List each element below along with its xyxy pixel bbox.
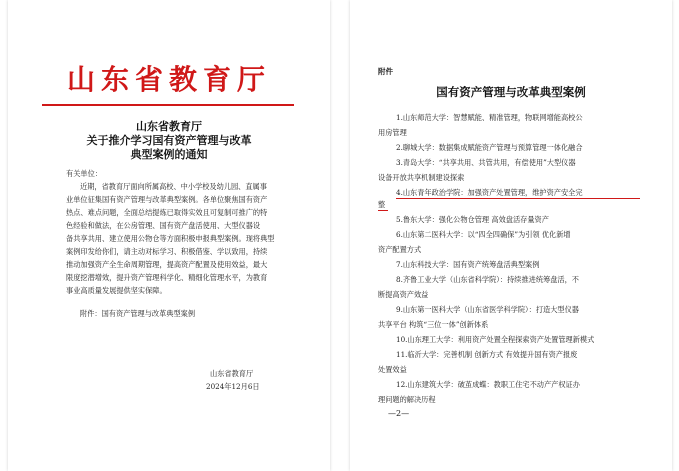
case-line: 1.山东师范大学：智慧赋能、精准管理，物联网增能高校公 [396, 113, 583, 122]
case-line: 12.山东建筑大学：破茧成蝶：教职工住宅不动产产权证办 [396, 380, 580, 389]
notice-title-line-3: 典型案例的通知 [130, 148, 208, 161]
attachment-note: 附件：国有资产管理与改革典型案例 [80, 309, 196, 318]
case-line: 11.临沂大学：完善机制 创新方式 有效提升国有资产报废 [396, 350, 578, 359]
case-line: 断提高资产效益 [378, 290, 429, 299]
attachment-page [350, 0, 672, 471]
body-line: 色经验和做法，在公房管理、国有资产盘活使用、大型仪器设 [66, 221, 261, 230]
attachment-title: 国有资产管理与改革典型案例 [436, 85, 586, 99]
letterhead-title: 山东省教育厅 [66, 63, 271, 96]
case-line: 4.山东青年政治学院：加强资产处置管理，维护资产安全完 [396, 188, 583, 197]
case-line: 8.齐鲁工业大学（山东省科学院）：持续推进统筹盘活，不 [396, 275, 579, 284]
case-line: 2.聊城大学：数据集成赋能资产管理与预算管理一体化融合 [396, 143, 583, 152]
body-line: 案例印发给你们，请主动对标学习、积极借鉴、学以致用，持续 [66, 247, 268, 256]
signing-date: 2024年12月6日 [206, 382, 260, 391]
body-line: 备共享共用、建立使用公物仓等方面积极申报典型案例。现将典型 [66, 234, 275, 243]
highlight-underline [378, 210, 388, 211]
notice-page [8, 0, 330, 471]
case-line: 理问题的解决历程 [378, 395, 436, 404]
case-line: 7.山东科技大学：国有资产统筹盘活典型案例 [396, 260, 540, 269]
signing-organization: 山东省教育厅 [210, 369, 254, 378]
case-line: 共享平台 构筑“三位一体”创新体系 [378, 320, 489, 329]
page-number: —2— [388, 409, 410, 418]
body-line: 近期，省教育厅面向所属高校、中小学校及幼儿园、直属事 [80, 182, 267, 191]
case-line: 处置效益 [378, 365, 407, 374]
case-line: 整 [378, 200, 386, 209]
case-line: 3.青岛大学：“共享共用、共管共用，有偿使用”大型仪器 [396, 158, 576, 167]
case-line: 用房管理 [378, 128, 407, 137]
salutation: 有关单位： [66, 169, 102, 178]
case-line: 资产配置方式 [378, 245, 422, 254]
body-line: 推动加强资产全生命周期管理，提高资产配置及使用效益，最大 [66, 260, 268, 269]
case-line: 5.鲁东大学：强化公物仓管理 高效盘活存量资产 [396, 215, 549, 224]
body-line: 事业高质量发展提供坚实保障。 [66, 286, 167, 295]
case-line: 设备开放共享机制建设探索 [378, 173, 465, 182]
case-line: 6.山东第二医科大学：以“四全四确保”为引领 优化新增 [396, 230, 571, 239]
attachment-label: 附件 [378, 67, 393, 76]
highlight-underline [396, 198, 640, 199]
case-line: 10.山东理工大学：利用资产处置全程探索资产处置管理新模式 [396, 335, 595, 344]
case-line: 9.山东第一医科大学（山东省医学科学院）：打造大型仪器 [396, 305, 579, 314]
letterhead-red-rule [42, 104, 294, 106]
notice-title-line-1: 山东省教育厅 [136, 120, 202, 133]
notice-title-line-2: 关于推介学习国有资产管理与改革 [86, 134, 252, 147]
body-line: 业单位征集国有资产管理与改革典型案例。各单位聚焦国有资产 [66, 195, 268, 204]
body-line: 热点、难点问题，全面总结提炼已取得实效且可复制可推广的特 [66, 208, 268, 217]
body-line: 限度挖潜增效，提升资产管理科学化、精细化管理水平，为教育 [66, 273, 268, 282]
